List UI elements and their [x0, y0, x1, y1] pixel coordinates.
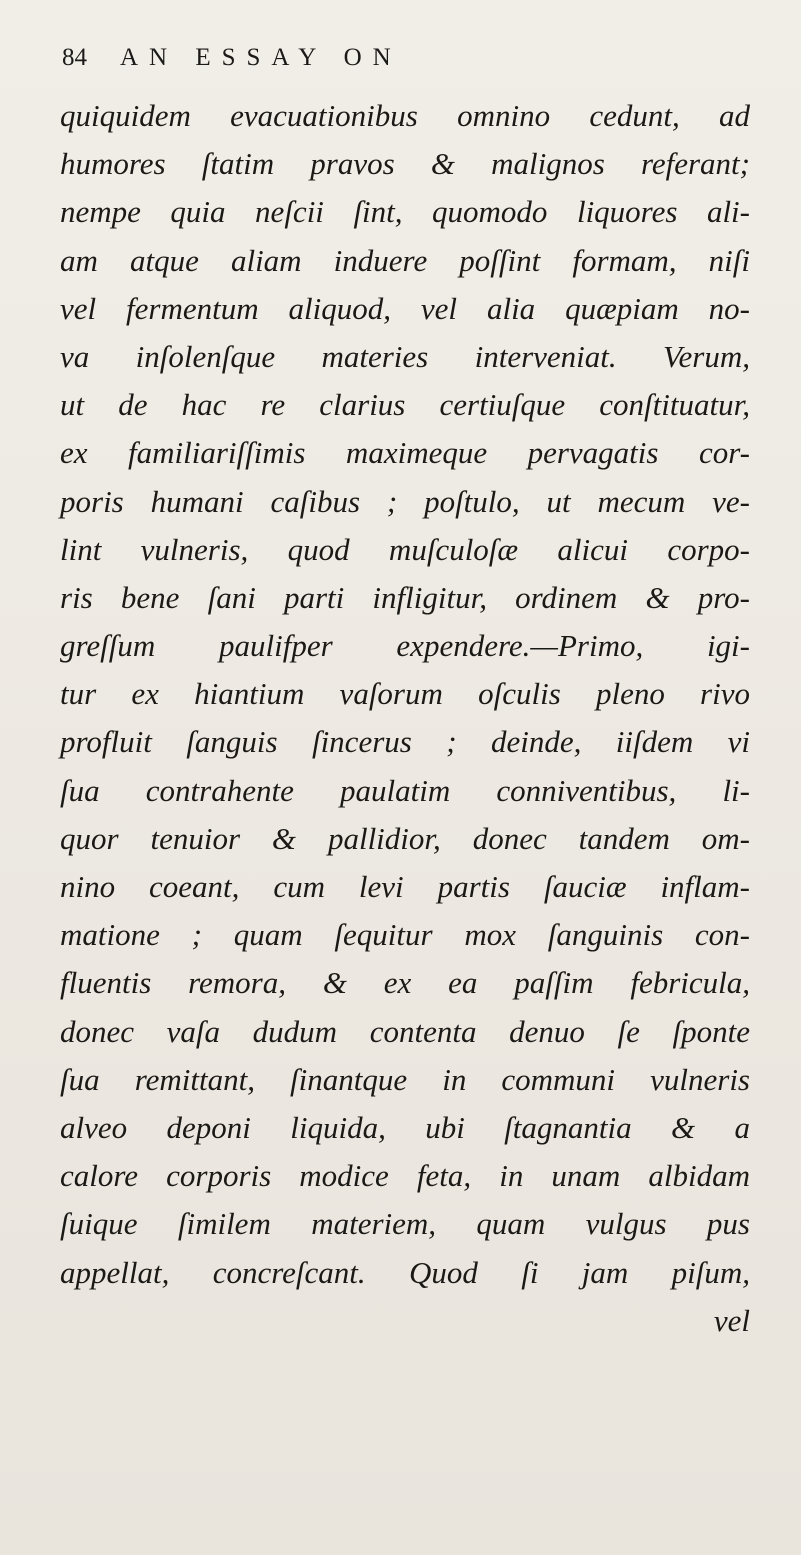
running-head: AN ESSAY ON — [120, 44, 402, 71]
text-line: va inſolenſque materies interveniat. Verum, — [60, 338, 750, 374]
page-header — [62, 44, 402, 72]
text-line: vel fermentum aliquod, vel alia quæpiam no- — [60, 290, 750, 326]
text-line: quiquidem evacuationibus omnino cedunt, ad — [60, 98, 750, 133]
text-line: am atque aliam induere poſſint formam, niſi — [60, 242, 750, 278]
text-line: humores ſtatim pravos & malignos referant; — [60, 146, 750, 182]
text-line: donec vaſa dudum contenta denuo ſe ſponte — [60, 1013, 750, 1049]
text-line: alveo deponi liquida, ubi ſtagnantia & a — [60, 1109, 750, 1145]
text-line: ſuique ſimilem materiem, quam vulgus pus — [60, 1206, 750, 1242]
text-line: calore corporis modice feta, in unam albidam — [60, 1158, 750, 1194]
text-line: ex familiariſſimis maximeque pervagatis cor- — [60, 435, 750, 471]
text-line: profluit ſanguis ſincerus ; deinde, iiſdem vi — [60, 724, 750, 760]
body-text — [60, 92, 750, 1345]
text-line: appellat, concreſcant. Quod ſi jam piſum, — [60, 1254, 750, 1290]
text-line: ris bene ſani parti infligitur, ordinem & pro- — [60, 579, 750, 615]
text-line: greſſum paulifper expendere.—Primo, igi- — [60, 628, 750, 664]
text-line: ſua remittant, ſinantque in communi vulneris — [60, 1061, 750, 1097]
text-line: poris humani caſibus ; poſtulo, ut mecum ve- — [60, 483, 750, 519]
text-line: nempe quia neſcii ſint, quomodo liquores ali- — [60, 194, 750, 230]
text-line: ut de hac re clarius certiuſque conſtituatur, — [60, 387, 750, 423]
text-line: tur ex hiantium vaſorum oſculis pleno rivo — [60, 676, 750, 712]
page-number: 84 — [62, 44, 87, 71]
text-line: lint vulneris, quod muſculoſæ alicui corpo- — [60, 531, 750, 567]
text-line: matione ; quam ſequitur mox ſanguinis con- — [60, 917, 750, 953]
catchword: vel — [713, 1302, 750, 1338]
text-line: quor tenuior & pallidior, donec tandem om- — [60, 820, 750, 856]
text-line: fluentis remora, & ex ea paſſim febricula, — [60, 965, 750, 1001]
text-line: ſua contrahente paulatim conniventibus, li- — [60, 772, 750, 808]
text-line: nino coeant, cum levi partis ſauciæ inflam- — [60, 869, 750, 904]
